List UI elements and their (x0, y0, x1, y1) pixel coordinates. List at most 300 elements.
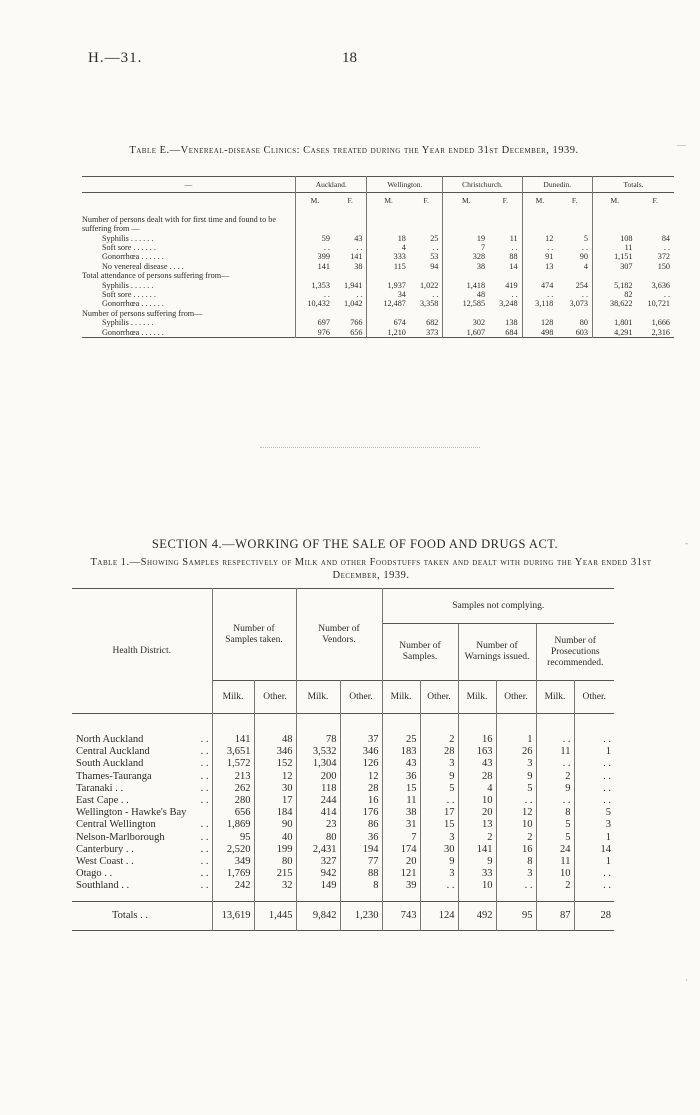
district-name (72, 844, 212, 856)
cell-value: 5,182 (592, 281, 636, 290)
cell-value (557, 209, 592, 234)
cell-value (410, 209, 443, 234)
cell-value: 115 (367, 262, 410, 271)
row-label: Gonorrhœa . . . . . . (102, 252, 164, 262)
milk-header: Milk. (296, 681, 340, 714)
cell-value: 126 (340, 758, 382, 770)
cell-value: 12 (496, 807, 536, 819)
cell-value: 20 (458, 807, 496, 819)
cell-value: . . (420, 795, 458, 807)
table-row (72, 807, 614, 819)
cell-value: 3,532 (296, 746, 340, 758)
cell-value (443, 309, 489, 318)
cell-value (636, 271, 674, 280)
cell-value: 23 (296, 819, 340, 831)
cell-value: 13 (522, 262, 557, 271)
cell-value: 84 (661, 233, 670, 243)
cell-value: 11 (536, 746, 574, 758)
cell-value: 7 (382, 832, 420, 844)
district-label: Wellington - Hawke's Bay (76, 807, 187, 819)
sex-header: F. (571, 196, 578, 206)
cell-value: 16 (340, 795, 382, 807)
district-name (72, 758, 212, 770)
cell-value: 684 (505, 327, 518, 337)
cell-value: 1,607 (443, 328, 489, 338)
cell-value: 43 (458, 758, 496, 770)
cell-value: 138 (505, 318, 518, 328)
cell-value (522, 309, 557, 318)
cell-value: 1,418 (443, 281, 489, 290)
cell-value: 1,353 (295, 281, 334, 290)
cell-value: . . (511, 290, 518, 300)
cell-value: 150 (657, 261, 670, 271)
report-reference: H.—31. (88, 50, 143, 66)
cell-value: . . (663, 243, 670, 253)
cell-value: 141 (295, 262, 334, 271)
cell-value (592, 209, 636, 234)
cell-value: 743 (382, 901, 420, 930)
table-e-blank-head: — (184, 180, 193, 189)
cell-value: 94 (430, 261, 439, 271)
totals-label (72, 901, 212, 930)
cell-value: 5 (420, 783, 458, 795)
cell-value: 77 (340, 856, 382, 868)
table-row (72, 856, 614, 868)
table-1 (72, 588, 614, 931)
cell-value: 474 (522, 281, 557, 290)
district-label: Nelson-Marlborough (76, 831, 165, 843)
cell-value: 373 (426, 327, 439, 337)
cell-value: 141 (458, 844, 496, 856)
cell-value: 4 (583, 261, 588, 271)
district-label: West Coast . . (76, 856, 134, 868)
cell-value: 48 (254, 714, 296, 747)
cell-value: . . (574, 783, 614, 795)
sex-header: M. (522, 193, 557, 209)
cell-value: 498 (522, 328, 557, 338)
cell-value: 31 (382, 819, 420, 831)
cell-value: 3 (420, 758, 458, 770)
cell-value: 1,572 (212, 758, 254, 770)
table-row (82, 252, 674, 261)
cell-value: 80 (579, 318, 588, 328)
cell-value: 34 (367, 290, 410, 299)
cell-value: . . (522, 290, 557, 299)
cell-value (592, 309, 636, 318)
cell-value: 8 (340, 880, 382, 901)
section-title: SECTION 4.—WORKING OF THE SALE OF FOOD AND DRUGS ACT. (151, 537, 559, 551)
cell-value: 302 (443, 318, 489, 327)
sex-header: M. (367, 193, 410, 209)
cell-value: 674 (367, 318, 410, 327)
leader-dots: . . (200, 770, 209, 782)
table-e-spacer (82, 193, 295, 209)
cell-value (295, 271, 334, 280)
cell-value: . . (574, 880, 614, 901)
cell-value (443, 271, 489, 280)
city-header: Dunedin. (522, 177, 592, 193)
cell-value: 2 (536, 880, 574, 901)
cell-value: . . (432, 290, 439, 300)
other-header: Other. (574, 681, 614, 714)
cell-value: 242 (212, 880, 254, 901)
cell-value: . . (536, 758, 574, 770)
cell-value: 38,622 (592, 299, 636, 308)
district-label: Southland . . (76, 880, 130, 892)
cell-value: 10,432 (295, 299, 334, 308)
cell-value: 2 (496, 832, 536, 844)
cell-value: 176 (340, 807, 382, 819)
cell-value: 1,869 (212, 819, 254, 831)
cell-value: 128 (522, 318, 557, 327)
totals-row (72, 901, 614, 930)
sex-header: M. (295, 193, 334, 209)
cell-value (489, 309, 522, 318)
table-row (72, 819, 614, 831)
cell-value (636, 209, 674, 234)
table-row (82, 262, 674, 271)
cell-value: 86 (340, 819, 382, 831)
sex-header: F. (652, 196, 658, 206)
district-label: Central Auckland (76, 746, 150, 758)
cell-value: 39 (382, 880, 420, 901)
cell-value: 492 (458, 901, 496, 930)
margin-mark: - (685, 538, 688, 548)
cell-value (367, 209, 410, 234)
cell-value: . . (295, 243, 334, 252)
table-e-title: Table E.—Venereal-disease Clinics: Cases treated during the Year ended 31st December, 1939. (129, 145, 579, 156)
cell-value: 26 (496, 746, 536, 758)
cell-value: 13 (458, 819, 496, 831)
cell-value: 32 (254, 880, 296, 901)
cell-value: 2,431 (296, 844, 340, 856)
table-row (82, 281, 674, 290)
cell-value: 8 (496, 856, 536, 868)
other-header: Other. (420, 681, 458, 714)
cell-value: 141 (212, 714, 254, 747)
cell-value: . . (496, 880, 536, 901)
cell-value (295, 309, 334, 318)
cell-value: 14 (509, 261, 518, 271)
cell-value: 88 (340, 868, 382, 880)
cell-value: 4 (367, 243, 410, 252)
milk-header: Milk. (458, 681, 496, 714)
city-header: Totals. (592, 177, 674, 193)
cell-value: 3 (496, 868, 536, 880)
cell-value: 184 (254, 807, 296, 819)
cell-value (489, 209, 522, 234)
row-label: Syphilis . . . . . . (102, 280, 154, 290)
cell-value: 16 (458, 714, 496, 747)
cell-value: 11 (592, 243, 636, 252)
row-label: Syphilis . . . . . . (102, 233, 154, 243)
cell-value: 1,230 (340, 901, 382, 930)
cell-value: . . (536, 714, 574, 747)
warnings-header: Number of Warnings issued. (458, 624, 536, 681)
cell-value: 328 (443, 252, 489, 261)
city-header: Auckland. (295, 177, 367, 193)
sex-header: M. (443, 193, 489, 209)
district-label: Central Wellington (76, 819, 156, 831)
cell-value: 2 (420, 714, 458, 747)
cell-value: 183 (382, 746, 420, 758)
row-label: Soft sore . . . . . . (102, 290, 156, 300)
cell-value: 10 (496, 819, 536, 831)
cell-value: 976 (295, 328, 334, 338)
table-row (82, 290, 674, 299)
district-label: Canterbury . . (76, 843, 134, 855)
leader-dots: . . (200, 782, 209, 794)
cell-value (522, 209, 557, 234)
cell-value: 15 (420, 819, 458, 831)
district-label: North Auckland (76, 734, 144, 745)
cell-value: . . (574, 771, 614, 783)
cell-value: . . (574, 714, 614, 747)
cell-value: 9 (458, 856, 496, 868)
cell-value: . . (663, 290, 670, 300)
cell-value: 17 (254, 795, 296, 807)
cell-value: 9 (420, 856, 458, 868)
table-e (82, 176, 674, 338)
margin-mark: · (685, 975, 688, 985)
cell-value: 33 (458, 868, 496, 880)
cell-value: . . (574, 758, 614, 770)
cell-value: 1,022 (419, 280, 439, 290)
cell-value: 59 (295, 234, 334, 243)
cell-value (410, 309, 443, 318)
cell-value: 280 (212, 795, 254, 807)
divider (260, 447, 480, 448)
other-header: Other. (496, 681, 536, 714)
cell-value: . . (574, 795, 614, 807)
cell-value: 28 (574, 901, 614, 930)
district-name (72, 868, 212, 880)
leader-dots: . . (200, 880, 209, 892)
cell-value: 3,358 (419, 299, 439, 309)
cell-value: . . (420, 880, 458, 901)
cell-value: 152 (254, 758, 296, 770)
cell-value: 3 (574, 819, 614, 831)
milk-header: Milk. (212, 681, 254, 714)
cell-value (443, 209, 489, 234)
cell-value: 163 (458, 746, 496, 758)
cell-value: 942 (296, 868, 340, 880)
cell-value: 656 (212, 807, 254, 819)
cell-value: 2 (536, 771, 574, 783)
cell-value: 1,151 (592, 252, 636, 261)
cell-value: 1,445 (254, 901, 296, 930)
cell-value: 11 (509, 233, 518, 243)
cell-value: 215 (254, 868, 296, 880)
cell-value: . . (522, 243, 557, 252)
table-row (82, 209, 674, 234)
cell-value: 90 (254, 819, 296, 831)
leader-dots: . . (200, 746, 209, 758)
cell-value: 25 (382, 714, 420, 747)
cell-value: 28 (340, 783, 382, 795)
district-name (72, 856, 212, 868)
cell-value: 121 (382, 868, 420, 880)
cell-value: 5 (496, 783, 536, 795)
table-row (72, 795, 614, 807)
cell-value: 12 (254, 771, 296, 783)
cell-value: 7 (443, 243, 489, 252)
vendors-header: Number of Vendors. (296, 589, 382, 681)
cell-value: 28 (420, 746, 458, 758)
cell-value: 174 (382, 844, 420, 856)
cell-value: 13,619 (212, 901, 254, 930)
leader-dots: . . (200, 843, 209, 855)
cell-value: 603 (575, 327, 588, 337)
cell-value: 656 (350, 327, 363, 337)
district-label: Totals . . (112, 909, 149, 921)
cell-value: 1,801 (592, 318, 636, 327)
other-header: Other. (340, 681, 382, 714)
cell-value: 25 (430, 233, 439, 243)
cell-value: 12,487 (367, 299, 410, 308)
cell-value: 9 (496, 771, 536, 783)
row-label: Syphilis . . . . . . (102, 318, 154, 328)
cell-value: 12 (340, 771, 382, 783)
leader-dots: . . (200, 758, 209, 770)
cell-value: 419 (505, 280, 518, 290)
other-header: Other. (254, 681, 296, 714)
cell-value: . . (511, 243, 518, 253)
cell-value: 16 (496, 844, 536, 856)
cell-value: 43 (354, 233, 363, 243)
cell-value: 5 (583, 233, 588, 243)
cell-value: 80 (254, 856, 296, 868)
cell-value: 95 (496, 901, 536, 930)
district-name (72, 714, 212, 747)
margin-mark: — (677, 140, 686, 150)
sex-header: F. (347, 196, 353, 206)
cell-value: 24 (536, 844, 574, 856)
table-row (72, 746, 614, 758)
cell-value: 3,636 (651, 280, 670, 290)
leader-dots: . . (200, 819, 209, 831)
district-label: Thames-Tauranga (76, 770, 152, 782)
cell-value: 4 (458, 783, 496, 795)
cell-value: 40 (254, 832, 296, 844)
cell-value (636, 309, 674, 318)
milk-header: Milk. (536, 681, 574, 714)
table-1-title: Table 1.—Showing Samples respectively of Milk and other Foodstuffs taken and dealt with during the Year ended 31st December, 1939. (90, 557, 652, 581)
cell-value: 5 (536, 819, 574, 831)
row-label: Number of persons suffering from— (82, 308, 203, 318)
not-complying-header: Samples not complying. (382, 589, 614, 624)
cell-value: 90 (579, 252, 588, 262)
cell-value: 36 (382, 771, 420, 783)
sex-header: F. (423, 196, 429, 206)
cell-value (367, 309, 410, 318)
table-row (82, 243, 674, 252)
district-label: East Cape . . (76, 795, 129, 807)
district-name (72, 832, 212, 844)
cell-value: 1,937 (367, 281, 410, 290)
cell-value: 3 (496, 758, 536, 770)
district-name (72, 746, 212, 758)
table-row (72, 844, 614, 856)
table-row (82, 328, 674, 338)
cell-value: 1,941 (344, 280, 363, 290)
cell-value: 10 (458, 880, 496, 901)
leader-dots: . . (200, 856, 209, 868)
cell-value: 80 (296, 832, 340, 844)
row-label: No venereal disease . . . . (102, 261, 184, 271)
cell-value: 1,304 (296, 758, 340, 770)
cell-value: 28 (458, 771, 496, 783)
cell-value: 95 (212, 832, 254, 844)
cell-value: 1 (574, 832, 614, 844)
cell-value: . . (581, 290, 588, 300)
cell-value: . . (432, 243, 439, 253)
cell-value (334, 209, 367, 234)
cell-value (592, 271, 636, 280)
cell-value: 349 (212, 856, 254, 868)
row-label: Total attendance of persons suffering from— (82, 271, 230, 281)
district-name (72, 807, 212, 819)
district-name (72, 795, 212, 807)
cell-value: 12 (522, 234, 557, 243)
cell-value: 399 (295, 252, 334, 261)
cell-value: 9 (420, 771, 458, 783)
prosecutions-header: Number of Prosecutions recommended. (536, 624, 614, 681)
cell-value: . . (581, 243, 588, 253)
cell-value: 10 (458, 795, 496, 807)
cell-value: 1 (496, 714, 536, 747)
row-label: Gonorrhœa . . . . . . (102, 327, 164, 337)
cell-value: . . (536, 795, 574, 807)
cell-value: 20 (382, 856, 420, 868)
cell-value: 414 (296, 807, 340, 819)
row-label: Number of persons dealt with for first time and found to be suffering from — (82, 214, 276, 234)
cell-value: . . (356, 290, 363, 300)
cell-value: 327 (296, 856, 340, 868)
table-row (72, 832, 614, 844)
cell-value: 37 (340, 714, 382, 747)
cell-value: 17 (420, 807, 458, 819)
district-header: Health District. (112, 645, 172, 656)
cell-value: 262 (212, 783, 254, 795)
cell-value: 194 (340, 844, 382, 856)
leader-dots: . . (200, 795, 209, 807)
cell-value: 82 (592, 290, 636, 299)
cell-value: 2,520 (212, 844, 254, 856)
cell-value (489, 271, 522, 280)
cell-value: 2,316 (651, 327, 670, 337)
cell-value: 697 (295, 318, 334, 327)
sex-header: M. (592, 193, 636, 209)
cell-value (295, 209, 334, 234)
district-name (72, 880, 212, 901)
cell-value: 254 (575, 280, 588, 290)
cell-value: 10 (536, 868, 574, 880)
num-samples-header: Number of Samples. (382, 624, 458, 681)
cell-value: 36 (340, 832, 382, 844)
cell-value: 1,042 (344, 299, 363, 309)
leader-dots: . . (200, 831, 209, 843)
cell-value: 200 (296, 771, 340, 783)
cell-value: 2 (458, 832, 496, 844)
cell-value: 149 (296, 880, 340, 901)
cell-value: 3,248 (499, 299, 518, 309)
cell-value: 5 (574, 807, 614, 819)
cell-value: 124 (420, 901, 458, 930)
cell-value: 118 (296, 783, 340, 795)
cell-value: 48 (443, 290, 489, 299)
row-label: Gonorrhœa . . . . . . (102, 299, 164, 309)
